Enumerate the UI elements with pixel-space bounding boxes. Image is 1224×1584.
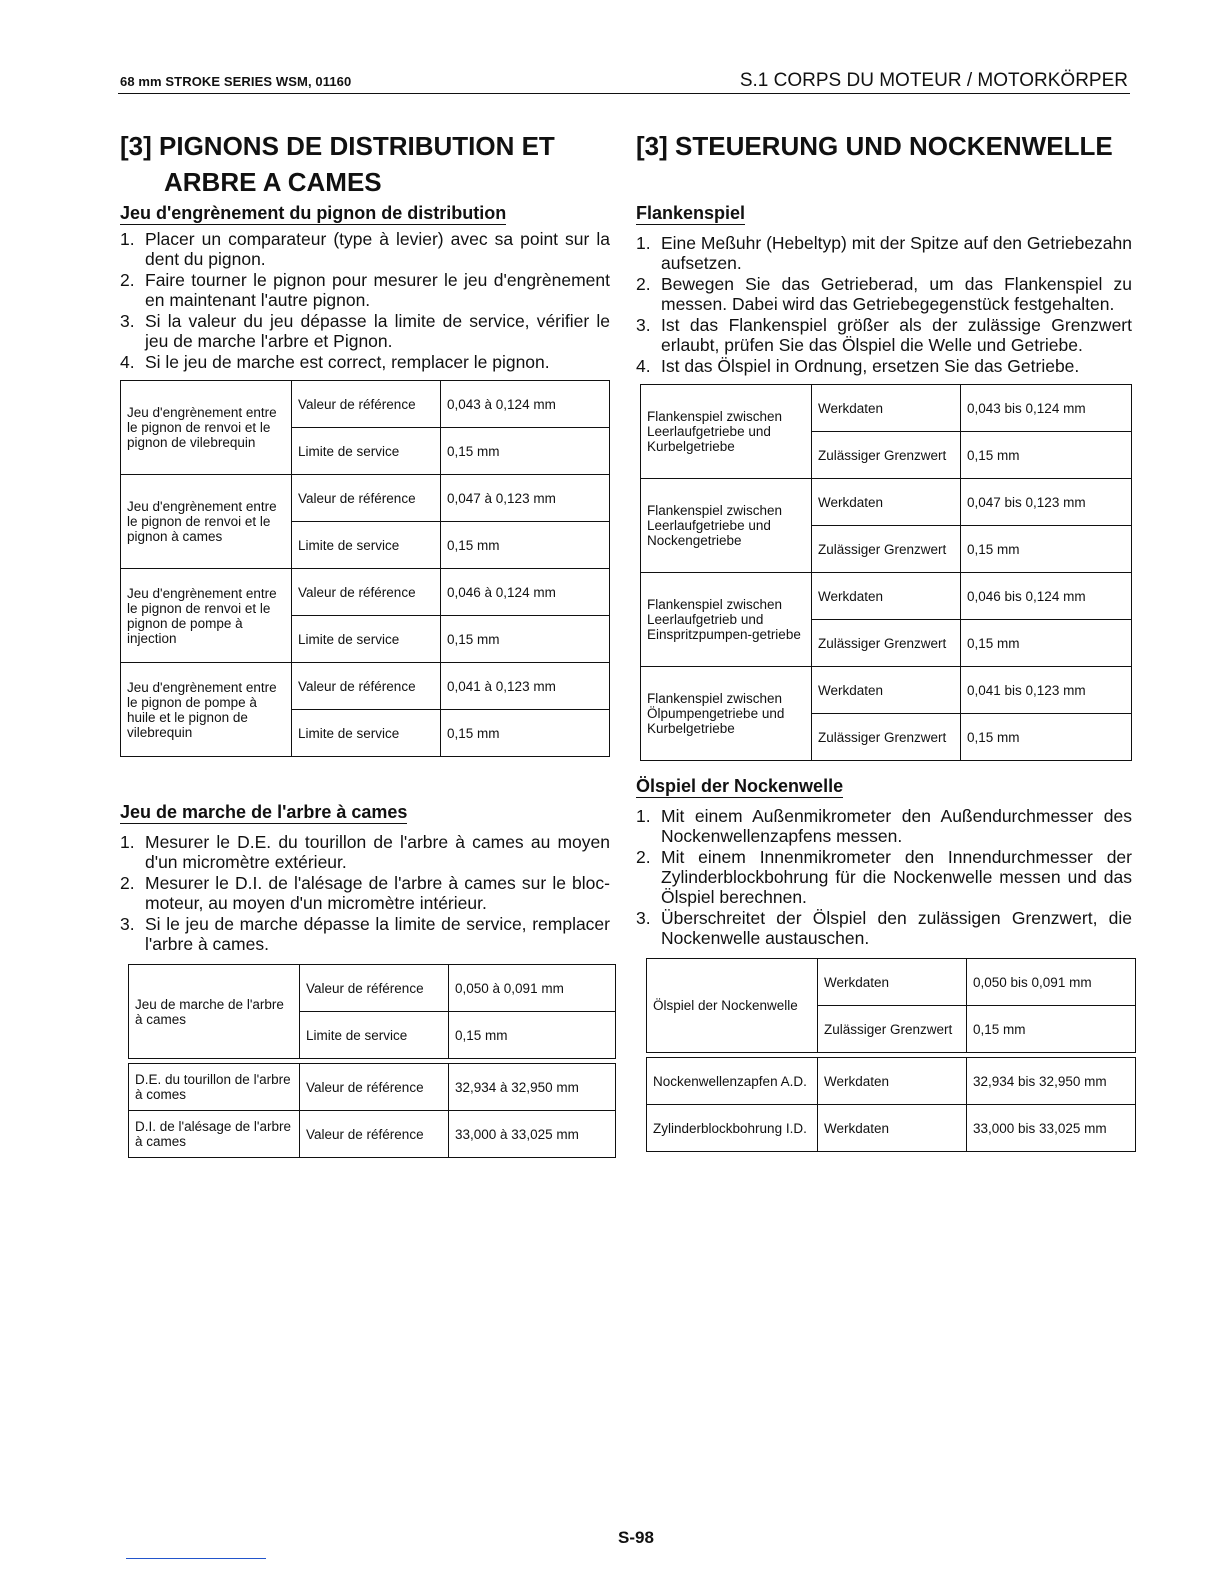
table-cell-type: Werkdaten [818, 959, 967, 1006]
table-row [647, 1058, 1136, 1105]
table-cell-type: Valeur de référence [300, 965, 449, 1012]
table-cell-value: 0,15 mm [441, 616, 610, 663]
list-item: 4. Si le jeu de marche est correct, remplacer le pignon. [120, 352, 550, 372]
table-cell-value: 0,046 à 0,124 mm [441, 569, 610, 616]
table-cell-value: 0,15 mm [961, 526, 1132, 573]
table-cell-label: Flankenspiel zwischen Leerlaufgetriebe und Nockengetriebe [641, 479, 812, 573]
french-backlash-steps [120, 229, 610, 372]
table-row [641, 385, 1132, 432]
table-cell-type: Zulässiger Grenzwert [818, 1006, 967, 1053]
table-cell-label: Flankenspiel zwischen Leerlaufgetriebe und Kurbelgetriebe [641, 385, 812, 479]
table-cell-value: 0,050 à 0,091 mm [449, 965, 616, 1012]
table-row [641, 573, 1132, 620]
table-cell-type: Limite de service [292, 616, 441, 663]
table-cell-value: 0,043 à 0,124 mm [441, 381, 610, 428]
table-cell-label: Jeu d'engrènement entre le pignon de renvoi et le pignon à cames [121, 475, 292, 569]
table-cell-value: 0,046 bis 0,124 mm [961, 573, 1132, 620]
table-cell-value: 0,047 bis 0,123 mm [961, 479, 1132, 526]
table-cell-type: Zulässiger Grenzwert [812, 526, 961, 573]
table-cell-type: Valeur de référence [292, 381, 441, 428]
header-divider [118, 93, 1130, 94]
table-cell-label: Zylinderblockbohrung I.D. [647, 1105, 818, 1152]
french-camshaft-dimensions-table [128, 1063, 616, 1158]
table-cell-label: D.I. de l'alésage de l'arbre à cames [129, 1111, 300, 1158]
table-cell-type: Valeur de référence [292, 663, 441, 710]
table-cell-type: Limite de service [300, 1012, 449, 1059]
table-cell-label: Ölspiel der Nockenwelle [647, 959, 818, 1053]
table-cell-type: Zulässiger Grenzwert [812, 432, 961, 479]
list-item: 2. Bewegen Sie das Getrieberad, um das Flankenspiel zu messen. Dabei wird das Getriebegegenstück festgehalten. [636, 274, 1132, 314]
table-cell-value: 0,15 mm [967, 1006, 1136, 1053]
table-cell-value: 0,15 mm [961, 432, 1132, 479]
table-row [647, 959, 1136, 1006]
french-column [120, 128, 610, 1158]
table-cell-value: 0,15 mm [961, 620, 1132, 667]
french-backlash-table [120, 380, 610, 757]
table-row [121, 475, 610, 522]
french-camshaft-steps [120, 832, 610, 954]
table-cell-value: 0,047 à 0,123 mm [441, 475, 610, 522]
table-cell-value: 0,041 bis 0,123 mm [961, 667, 1132, 714]
list-item: 1. Placer un comparateur (type à levier) avec sa point sur la dent du pignon. [120, 229, 610, 269]
german-backlash-table [640, 384, 1132, 761]
table-cell-type: Valeur de référence [300, 1064, 449, 1111]
table-cell-type: Zulässiger Grenzwert [812, 620, 961, 667]
footer-divider [126, 1558, 266, 1559]
german-camshaft-steps [636, 806, 1132, 948]
table-cell-value: 0,15 mm [449, 1012, 616, 1059]
german-backlash-steps [636, 233, 1132, 376]
table-row [641, 667, 1132, 714]
table-row [129, 1111, 616, 1158]
table-cell-type: Werkdaten [812, 667, 961, 714]
table-cell-type: Valeur de référence [300, 1111, 449, 1158]
table-row [647, 1105, 1136, 1152]
page-number: S-98 [618, 1528, 654, 1547]
german-camshaft-clearance-table [646, 958, 1136, 1053]
table-row [129, 965, 616, 1012]
list-item: 3. Überschreitet der Ölspiel den zulässigen Grenzwert, die Nockenwelle austauschen. [636, 908, 1132, 948]
list-item: 1. Eine Meßuhr (Hebeltyp) mit der Spitze auf den Getriebezahn aufsetzen. [636, 233, 1132, 273]
table-row [121, 663, 610, 710]
list-item: 4. Ist das Ölspiel in Ordnung, ersetzen Sie das Getriebe. [636, 356, 1080, 376]
german-camshaft-heading: Ölspiel der Nockenwelle [636, 776, 844, 796]
french-title: [3] PIGNONS DE DISTRIBUTION ET ARBRE A CAMES [120, 131, 555, 197]
table-row [121, 569, 610, 616]
table-cell-value: 32,934 bis 32,950 mm [967, 1058, 1136, 1105]
table-cell-value: 0,043 bis 0,124 mm [961, 385, 1132, 432]
table-cell-label: Flankenspiel zwischen Ölpumpengetriebe und Kurbelgetriebe [641, 667, 812, 761]
table-cell-value: 0,15 mm [441, 428, 610, 475]
german-title: [3] STEUERUNG UND NOCKENWELLE [636, 131, 1113, 161]
german-backlash-heading: Flankenspiel [636, 203, 746, 223]
list-item: 1. Mit einem Außenmikrometer den Außendurchmesser des Nockenwellenzapfens messen. [636, 806, 1132, 846]
table-cell-label: Nockenwellenzapfen A.D. [647, 1058, 818, 1105]
table-row [121, 381, 610, 428]
table-cell-type: Valeur de référence [292, 475, 441, 522]
table-cell-type: Werkdaten [812, 479, 961, 526]
list-item: 3. Ist das Flankenspiel größer als der zulässige Grenzwert erlaubt, prüfen Sie das Ölspiel die Welle und Getriebe. [636, 315, 1132, 355]
table-cell-value: 0,15 mm [441, 522, 610, 569]
table-cell-type: Werkdaten [818, 1105, 967, 1152]
table-cell-type: Werkdaten [818, 1058, 967, 1105]
table-cell-type: Zulässiger Grenzwert [812, 714, 961, 761]
table-cell-label: D.E. du tourillon de l'arbre à comes [129, 1064, 300, 1111]
french-camshaft-heading: Jeu de marche de l'arbre à cames [120, 802, 408, 822]
table-row [641, 479, 1132, 526]
table-cell-label: Jeu d'engrènement entre le pignon de renvoi et le pignon de pompe à injection [121, 569, 292, 663]
table-cell-type: Limite de service [292, 710, 441, 757]
table-cell-type: Werkdaten [812, 385, 961, 432]
list-item: 2. Faire tourner le pignon pour mesurer le jeu d'engrènement en maintenant l'autre pignon. [120, 270, 610, 310]
table-cell-value: 0,041 à 0,123 mm [441, 663, 610, 710]
table-cell-value: 33,000 à 33,025 mm [449, 1111, 616, 1158]
table-cell-type: Werkdaten [812, 573, 961, 620]
table-cell-label: Flankenspiel zwischen Leerlaufgetrieb und Einspritzpumpen-getriebe [641, 573, 812, 667]
table-cell-value: 0,15 mm [961, 714, 1132, 761]
header-model-info: 68 mm STROKE SERIES WSM, 01160 [120, 74, 352, 89]
french-backlash-heading: Jeu d'engrènement du pignon de distribution [120, 203, 507, 223]
list-item: 3. Si la valeur du jeu dépasse la limite de service, vérifier le jeu de marche l'arbre et Pignon. [120, 311, 610, 351]
table-cell-type: Limite de service [292, 428, 441, 475]
table-cell-value: 33,000 bis 33,025 mm [967, 1105, 1136, 1152]
table-cell-label: Jeu d'engrènement entre le pignon de renvoi et le pignon de vilebrequin [121, 381, 292, 475]
list-item: 3. Si le jeu de marche dépasse la limite de service, remplacer l'arbre à cames. [120, 914, 610, 954]
table-cell-type: Valeur de référence [292, 569, 441, 616]
french-camshaft-clearance-table [128, 964, 616, 1059]
table-cell-label: Jeu d'engrènement entre le pignon de pompe à huile et le pignon de vilebrequin [121, 663, 292, 757]
list-item: 1. Mesurer le D.E. du tourillon de l'arbre à cames au moyen d'un micromètre extérieur. [120, 832, 610, 872]
table-cell-value: 32,934 à 32,950 mm [449, 1064, 616, 1111]
header-section-title: S.1 CORPS DU MOTEUR / MOTORKÖRPER [739, 70, 1128, 91]
german-column [636, 128, 1132, 1152]
table-cell-label: Jeu de marche de l'arbre à cames [129, 965, 300, 1059]
german-camshaft-dimensions-table [646, 1057, 1136, 1152]
table-row [129, 1064, 616, 1111]
table-cell-value: 0,050 bis 0,091 mm [967, 959, 1136, 1006]
table-cell-type: Limite de service [292, 522, 441, 569]
list-item: 2. Mit einem Innenmikrometer den Innendurchmesser der Zylinderblockbohrung für die Nockenwelle messen und das Ölspiel berechnen. [636, 847, 1132, 907]
list-item: 2. Mesurer le D.I. de l'alésage de l'arbre à cames sur le bloc-moteur, au moyen d'un micromètre intérieur. [120, 873, 610, 913]
table-cell-value: 0,15 mm [441, 710, 610, 757]
